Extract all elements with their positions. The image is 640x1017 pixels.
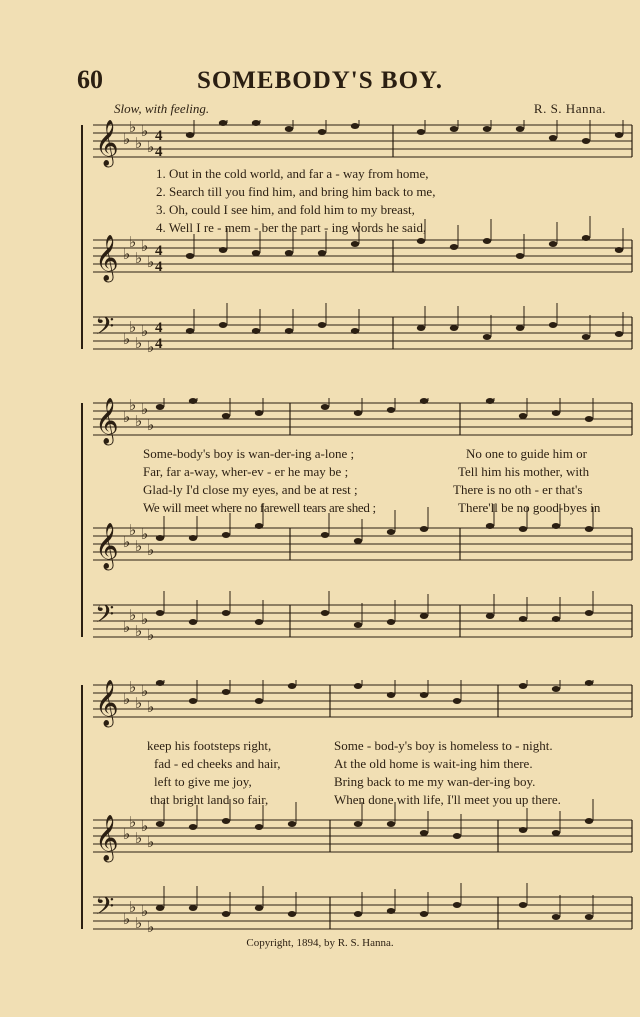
treble-clef-icon: 𝄞 [95,235,119,281]
flat-icon: ♭ [141,682,149,700]
treble-clef-icon: 𝄞 [95,680,119,726]
verse-3-line-2: Glad-ly I'd close my eyes, and be at rest ; [143,482,358,497]
note-head [516,325,524,331]
note-head [585,818,593,824]
note-head [387,692,395,698]
flat-icon: ♭ [123,130,131,148]
flat-icon: ♭ [129,233,137,251]
flat-icon: ♭ [123,245,131,263]
verse-3-line-3-end: Bring back to me my wan-der-ing boy. [334,774,536,789]
flat-icon: ♭ [123,690,131,708]
treble-staff [93,120,632,168]
note-head [420,830,428,836]
note-head [552,523,560,529]
verse-1-line-1: 1. Out in the cold world, and far a - way from home, [156,166,429,181]
verse-1-line-3-end: Some - bod-y's boy is homeless to - night. [334,738,553,753]
verse-2-line-2-end: Tell him his mother, with [458,464,590,479]
note-head [285,328,293,334]
flat-icon: ♭ [147,626,155,644]
note-head [354,911,362,917]
note-head [453,833,461,839]
note-head [351,328,359,334]
note-head [387,407,395,413]
flat-icon: ♭ [141,122,149,140]
note-head [285,126,293,132]
note-head [318,250,326,256]
note-head [549,135,557,141]
flat-icon: ♭ [123,330,131,348]
note-head [519,413,527,419]
note-head [582,334,590,340]
note-head [420,526,428,532]
note-head [156,404,164,410]
note-head [516,253,524,259]
note-head [417,325,425,331]
note-head [519,683,527,689]
verse-4-line-2-end: There'll be no good-byes in [458,500,601,515]
note-head [255,698,263,704]
note-head [255,410,263,416]
flat-icon: ♭ [123,618,131,636]
note-head [321,532,329,538]
flat-icon: ♭ [123,408,131,426]
note-head [585,526,593,532]
flat-icon: ♭ [135,412,143,430]
note-head [354,683,362,689]
note-head [420,613,428,619]
note-head [615,132,623,138]
note-head [483,238,491,244]
flat-icon: ♭ [147,338,155,356]
flat-icon: ♭ [141,400,149,418]
composer-credit: R. S. Hanna. [533,101,606,116]
flat-icon: ♭ [147,833,155,851]
page-header [0,62,640,102]
verse-4-line-3: that bright land so fair, [150,792,269,807]
verse-4-line-2: We will meet where no farewell tears are shed ; [143,500,376,515]
note-head [156,535,164,541]
note-head [486,613,494,619]
flat-icon: ♭ [135,249,143,267]
note-head [222,689,230,695]
note-head [519,526,527,532]
flat-icon: ♭ [147,698,155,716]
note-head [189,698,197,704]
note-head [222,911,230,917]
flat-icon: ♭ [135,334,143,352]
hymn-title: SOMEBODY'S BOY. [196,67,444,94]
verse-3-line-2-end: There is no oth - er that's [453,482,583,497]
note-head [156,610,164,616]
note-head [387,908,395,914]
note-head [420,692,428,698]
time-signature-bottom: 4 [155,144,163,160]
note-head [156,680,164,686]
time-signature-top: 4 [155,243,163,259]
note-head [486,523,494,529]
treble-clef-icon: 𝄞 [95,120,119,166]
note-head [189,535,197,541]
flat-icon: ♭ [141,817,149,835]
note-head [354,538,362,544]
flat-icon: ♭ [129,398,137,414]
verse-4-line-1: 4. Well I re - mem - ber the part - ing words he said, [156,220,427,235]
flat-icon: ♭ [129,898,137,916]
flat-icon: ♭ [141,237,149,255]
flat-icon: ♭ [147,918,155,936]
note-head [417,129,425,135]
verse-2-line-1: 2. Search till you find him, and bring him back to me, [156,184,436,199]
treble-staff [93,680,632,728]
note-head [519,616,527,622]
flat-icon: ♭ [129,120,137,136]
note-head [552,616,560,622]
flat-icon: ♭ [123,825,131,843]
note-head [321,404,329,410]
note-head [387,619,395,625]
note-head [420,398,428,404]
note-head [582,235,590,241]
note-head [189,905,197,911]
verse-1-line-3: keep his footsteps right, [147,738,272,753]
note-head [582,138,590,144]
note-head [387,529,395,535]
note-head [549,322,557,328]
flat-icon: ♭ [129,521,137,539]
verse-1-line-2-end: No one to guide him or [466,446,587,461]
note-head [318,129,326,135]
flat-icon: ♭ [147,253,155,271]
note-head [222,413,230,419]
note-head [252,250,260,256]
verse-3-line-1: 3. Oh, could I see him, and fold him to my breast, [156,202,415,217]
flat-icon: ♭ [129,813,137,831]
flat-icon: ♭ [147,416,155,434]
note-head [255,905,263,911]
note-head [450,126,458,132]
flat-icon: ♭ [129,318,137,336]
flat-icon: ♭ [135,134,143,152]
page-number: 60 [77,65,103,94]
note-head [453,902,461,908]
flat-icon: ♭ [123,533,131,551]
bass-clef-icon: 𝄢 [95,892,115,927]
flat-icon: ♭ [141,902,149,920]
treble-clef-icon: 𝄞 [95,815,119,861]
time-signature-top: 4 [155,320,163,336]
note-head [552,686,560,692]
note-head [186,132,194,138]
note-head [186,253,194,259]
time-signature-top: 4 [155,128,163,144]
flat-icon: ♭ [147,541,155,559]
note-head [252,120,260,126]
flat-icon: ♭ [135,694,143,712]
note-head [219,120,227,126]
verse-3-line-3: left to give me joy, [154,774,252,789]
music-system-3 [0,680,640,940]
note-head [252,328,260,334]
music-system-1 [0,120,640,360]
treble-staff [93,233,632,283]
note-head [222,532,230,538]
note-head [519,902,527,908]
flat-icon: ♭ [135,829,143,847]
flat-icon: ♭ [123,910,131,928]
verse-2-line-3-end: At the old home is wait-ing him there. [334,756,533,771]
note-head [288,821,296,827]
flat-icon: ♭ [141,322,149,340]
flat-icon: ♭ [129,680,137,696]
note-head [351,241,359,247]
note-head [417,238,425,244]
note-head [189,619,197,625]
note-head [321,610,329,616]
note-head [420,911,428,917]
music-system-2 [0,398,640,648]
note-head [354,622,362,628]
flat-icon: ♭ [135,914,143,932]
note-head [351,123,359,129]
note-head [255,523,263,529]
note-head [552,914,560,920]
bass-clef-icon: 𝄢 [95,600,115,635]
note-head [156,905,164,911]
note-head [516,126,524,132]
note-head [453,698,461,704]
note-head [219,247,227,253]
flat-icon: ♭ [135,622,143,640]
note-head [222,818,230,824]
verse-2-line-3: fad - ed cheeks and hair, [154,756,281,771]
note-head [189,824,197,830]
flat-icon: ♭ [147,138,155,156]
note-head [288,683,296,689]
note-head [450,325,458,331]
note-head [483,126,491,132]
note-head [585,610,593,616]
time-signature-bottom: 4 [155,259,163,275]
note-head [255,619,263,625]
note-head [387,821,395,827]
note-head [549,241,557,247]
note-head [189,398,197,404]
note-head [615,247,623,253]
time-signature-bottom: 4 [155,336,163,352]
note-head [354,821,362,827]
treble-clef-icon: 𝄞 [95,398,119,444]
note-head [186,328,194,334]
flat-icon: ♭ [129,606,137,624]
note-head [354,410,362,416]
note-head [219,322,227,328]
note-head [585,680,593,686]
note-head [222,610,230,616]
bass-staff [93,312,632,356]
treble-clef-icon: 𝄞 [95,523,119,569]
note-head [450,244,458,250]
note-head [486,398,494,404]
tempo-marking: Slow, with feeling. [114,101,210,116]
flat-icon: ♭ [141,610,149,628]
verse-4-line-3-end: When done with life, I'll meet you up there. [334,792,561,807]
note-head [255,824,263,830]
note-head [615,331,623,337]
note-head [552,410,560,416]
note-head [585,416,593,422]
flat-icon: ♭ [135,537,143,555]
note-head [318,322,326,328]
flat-icon: ♭ [141,525,149,543]
note-head [156,821,164,827]
note-head [288,911,296,917]
note-head [585,914,593,920]
note-head [552,830,560,836]
bass-clef-icon: 𝄢 [95,312,115,347]
copyright-notice: Copyright, 1894, by R. S. Hanna. [246,937,394,949]
note-head [285,250,293,256]
note-head [519,827,527,833]
note-head [483,334,491,340]
verse-2-line-2: Far, far a-way, wher-ev - er he may be ; [143,464,349,479]
verse-1-line-2: Some-body's boy is wan-der-ing a-lone ; [143,446,355,461]
